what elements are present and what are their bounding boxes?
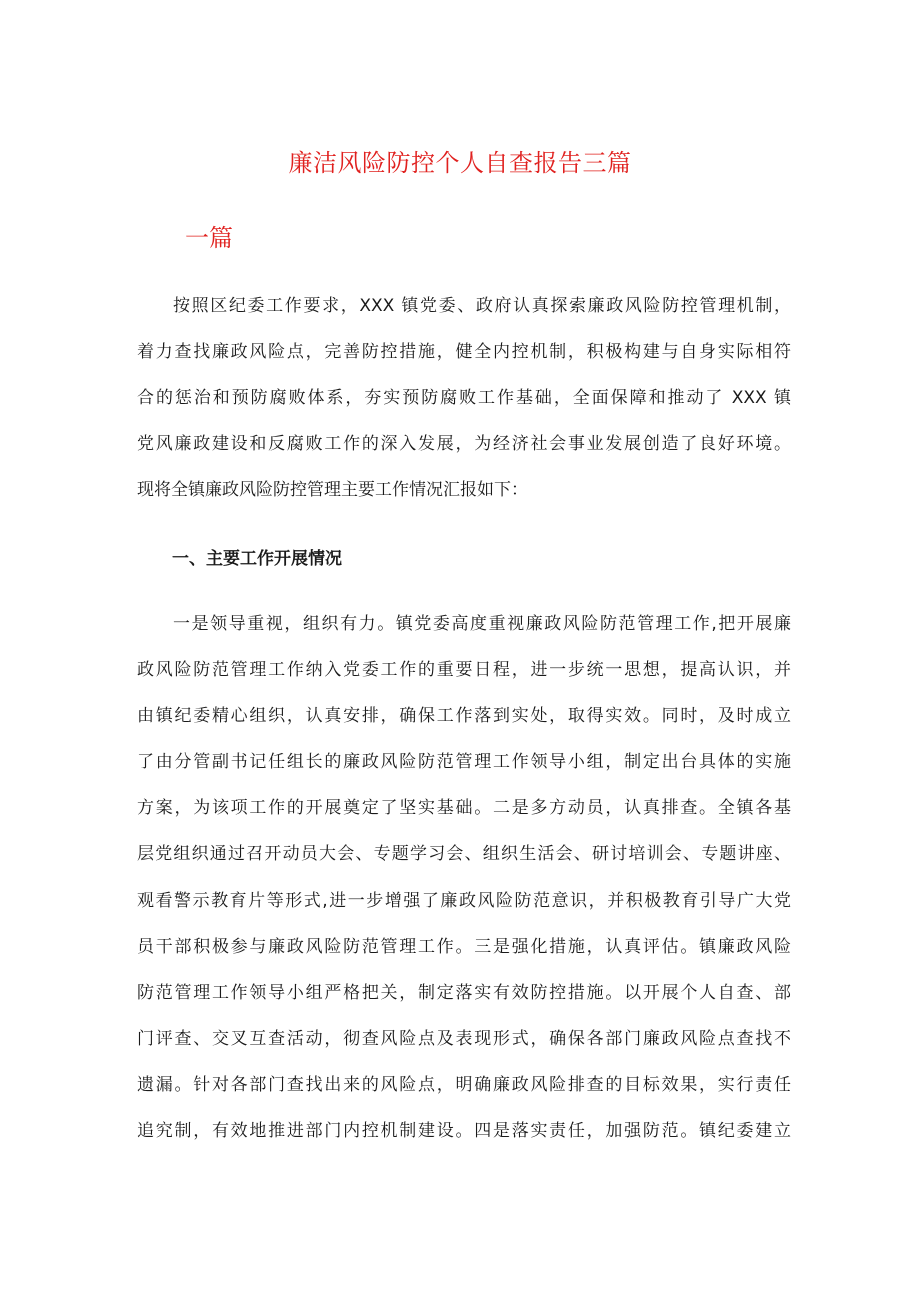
section-paragraph	[137, 601, 791, 1154]
paragraph-line: 方案，为该项工作的开展奠定了坚实基础。二是多方动员，认真排查。全镇各基	[137, 798, 791, 819]
paragraph-line: 一是领导重视，组织有力。镇党委高度重视廉政风险防范管理工作,把开展廉	[173, 614, 791, 634]
paragraph-line: 着力查找廉政风险点，完善防控措施，健全内控机制，积极构建与自身实际相符	[137, 342, 791, 363]
paragraph-line: 党风廉政建设和反腐败工作的深入发展，为经济社会事业发展创造了良好环境。	[137, 434, 791, 455]
paragraph-line: 现将全镇廉政风险防控管理主要工作情况汇报如下：	[137, 480, 528, 501]
paragraph-line: 了由分管副书记任组长的廉政风险防范管理工作领导小组，制定出台具体的实施	[137, 752, 791, 773]
paragraph-line: 门评查、交叉互查活动，彻查风险点及表现形式，确保各部门廉政风险点查找不	[137, 1028, 791, 1049]
document-title: 廉洁风险防控个人自查报告三篇	[288, 149, 632, 177]
part-heading: 一篇	[185, 224, 233, 252]
paragraph-line: 由镇纪委精心组织，认真安排，确保工作落到实处，取得实效。同时，及时成立	[137, 706, 791, 727]
paragraph-line: 遗漏。针对各部门查找出来的风险点，明确廉政风险排查的目标效果，实行责任	[137, 1074, 791, 1095]
paragraph-line: 合的惩治和预防腐败体系，夯实预防腐败工作基础，全面保障和推动了 XXX 镇	[137, 388, 791, 409]
paragraph-line: 防范管理工作领导小组严格把关，制定落实有效防控措施。以开展个人自查、部	[137, 982, 791, 1003]
intro-paragraph	[137, 283, 791, 513]
paragraph-line: 层党组织通过召开动员大会、专题学习会、组织生活会、研讨培训会、专题讲座、	[137, 844, 791, 865]
paragraph-line: 政风险防范管理工作纳入党委工作的重要日程，进一步统一思想，提高认识，并	[137, 660, 791, 681]
paragraph-line: 按照区纪委工作要求，XXX 镇党委、政府认真探索廉政风险防控管理机制，	[173, 296, 791, 316]
paragraph-line: 追究制，有效地推进部门内控机制建设。四是落实责任，加强防范。镇纪委建立	[137, 1121, 791, 1142]
paragraph-line: 观看警示教育片等形式,进一步增强了廉政风险防范意识，并积极教育引导广大党	[137, 890, 791, 911]
section-heading: 一、主要工作开展情况	[172, 549, 342, 569]
paragraph-line: 员干部积极参与廉政风险防范管理工作。三是强化措施，认真评估。镇廉政风险	[137, 936, 791, 957]
